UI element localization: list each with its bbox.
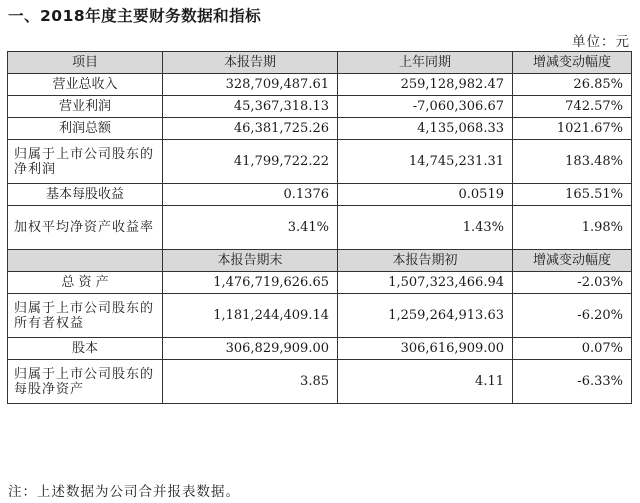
header-cell-item: 项目 [8,52,163,74]
header-cell-prior: 上年同期 [338,52,513,74]
current-value: 328,709,487.61 [163,74,338,96]
row-label: 营业总收入 [8,74,163,96]
change-value: 165.51% [513,184,632,206]
row-label: 利润总额 [8,118,163,140]
prior-value: 259,128,982.47 [338,74,513,96]
change-value: 26.85% [513,74,632,96]
financial-table [7,51,632,404]
header-cell-period-end: 本报告期末 [163,250,338,272]
unit-label: 单位：元 [572,34,630,50]
current-value: 45,367,318.13 [163,96,338,118]
prior-value: 1,259,264,913.63 [338,294,513,338]
current-value: 3.85 [163,360,338,404]
table-row-share-capital [8,338,632,360]
prior-value: -7,060,306.67 [338,96,513,118]
prior-value: 4,135,068.33 [338,118,513,140]
change-value: 742.57% [513,96,632,118]
table-row-roe [8,206,632,250]
table-row-total-profit [8,118,632,140]
current-value: 306,829,909.00 [163,338,338,360]
header-cell-period-start: 本报告期初 [338,250,513,272]
table-row-revenue [8,74,632,96]
section-title: 一、2018年度主要财务数据和指标 [8,7,262,25]
table-row-nav-per-share [8,360,632,404]
prior-value: 4.11 [338,360,513,404]
table-row-net-profit [8,140,632,184]
change-value: 1.98% [513,206,632,250]
row-label: 股本 [8,338,163,360]
row-label: 总 资 产 [8,272,163,294]
footnote: 注：上述数据为公司合并报表数据。 [8,484,240,500]
prior-value: 1.43% [338,206,513,250]
prior-value: 14,745,231.31 [338,140,513,184]
table-row-total-assets [8,272,632,294]
change-value: -6.20% [513,294,632,338]
header-cell-current: 本报告期 [163,52,338,74]
prior-value: 1,507,323,466.94 [338,272,513,294]
table-row-operating-profit [8,96,632,118]
change-value: -6.33% [513,360,632,404]
change-value: 1021.67% [513,118,632,140]
header-cell-change: 增减变动幅度 [513,250,632,272]
current-value: 46,381,725.26 [163,118,338,140]
change-value: 0.07% [513,338,632,360]
header-cell-change: 增减变动幅度 [513,52,632,74]
current-value: 41,799,722.22 [163,140,338,184]
current-value: 1,476,719,626.65 [163,272,338,294]
prior-value: 306,616,909.00 [338,338,513,360]
row-label: 归属于上市公司股东的每股净资产 [8,360,163,404]
current-value: 3.41% [163,206,338,250]
header-row [8,52,632,74]
change-value: 183.48% [513,140,632,184]
row-label: 归属于上市公司股东的净利润 [8,140,163,184]
prior-value: 0.0519 [338,184,513,206]
row-label: 基本每股收益 [8,184,163,206]
header-cell-empty [8,250,163,272]
row-label: 加权平均净资产收益率 [8,206,163,250]
row-label: 归属于上市公司股东的所有者权益 [8,294,163,338]
table-row-equity [8,294,632,338]
current-value: 1,181,244,409.14 [163,294,338,338]
change-value: -2.03% [513,272,632,294]
current-value: 0.1376 [163,184,338,206]
row-label: 营业利润 [8,96,163,118]
table-row-eps [8,184,632,206]
header-row-balance [8,250,632,272]
